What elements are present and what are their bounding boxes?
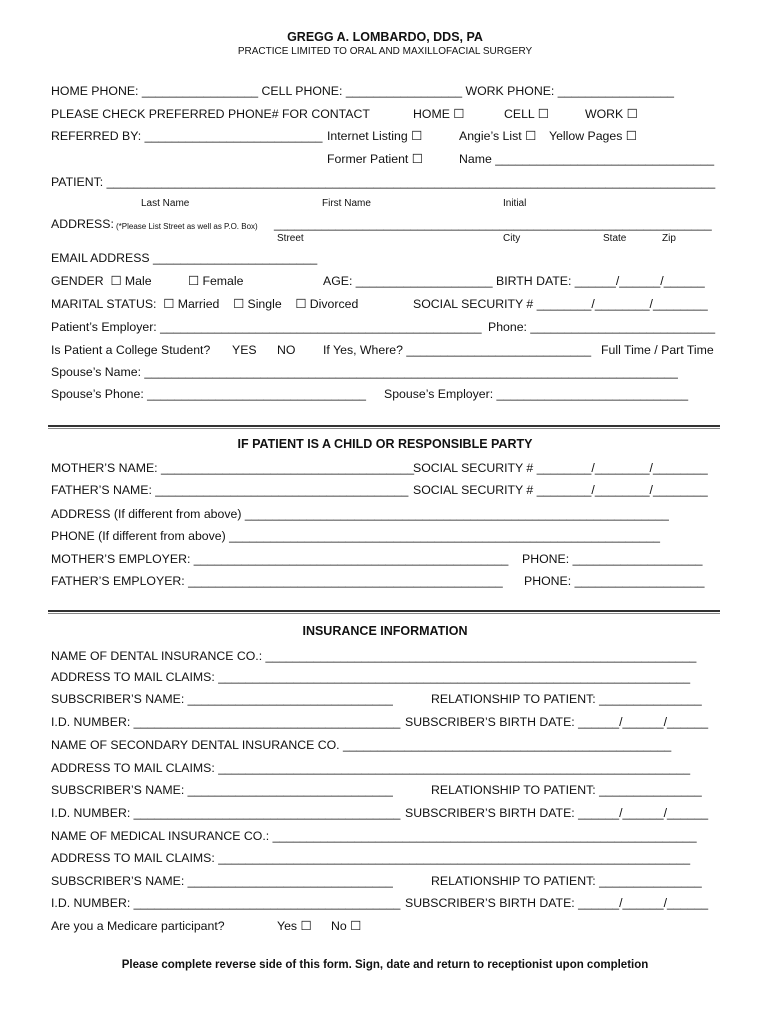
medicare-yes-checkbox[interactable]: Yes ☐ <box>277 919 312 933</box>
marital-status-checkboxes[interactable]: MARITAL STATUS: ☐ Married ☐ Single ☐ Divorced <box>51 297 359 311</box>
patient-ssn-field[interactable]: SOCIAL SECURITY # ________/________/________ <box>413 297 708 311</box>
internet-listing-checkbox[interactable]: Internet Listing ☐ <box>327 129 423 143</box>
gender-female-checkbox[interactable]: ☐ Female <box>188 274 244 288</box>
address-note: (*Please List Street as well as P.O. Box) <box>116 222 258 231</box>
father-ssn-field[interactable]: SOCIAL SECURITY # ________/________/________ <box>413 483 708 497</box>
father-name-field[interactable]: FATHER’S NAME: _____________________________________ <box>51 483 409 497</box>
spouse-name-field[interactable]: Spouse’s Name: ______________________________________________________________________________ <box>51 365 678 379</box>
medical-claims-address-field[interactable]: ADDRESS TO MAIL CLAIMS: _____________________________________________________________________ <box>51 851 691 865</box>
secondary-relationship-field[interactable]: RELATIONSHIP TO PATIENT: _______________ <box>431 783 702 797</box>
medicare-no-checkbox[interactable]: No ☐ <box>331 919 362 933</box>
secondary-insurance-field[interactable]: NAME OF SECONDARY DENTAL INSURANCE CO. ________________________________________________ <box>51 738 672 752</box>
patient-name-field[interactable]: PATIENT: _________________________________________________________________________________________ <box>51 175 716 189</box>
last-name-caption: Last Name <box>141 198 190 209</box>
medical-insurance-field[interactable]: NAME OF MEDICAL INSURANCE CO.: ______________________________________________________________ <box>51 829 697 843</box>
medical-subscriber-field[interactable]: SUBSCRIBER’S NAME: ______________________________ <box>51 874 393 888</box>
medical-relationship-field[interactable]: RELATIONSHIP TO PATIENT: _______________ <box>431 874 702 888</box>
secondary-subscriber-dob-field[interactable]: SUBSCRIBER’S BIRTH DATE: ______/______/______ <box>405 806 709 820</box>
gender-male-checkbox[interactable]: GENDER ☐ Male <box>51 274 152 288</box>
email-field[interactable]: EMAIL ADDRESS ________________________ <box>51 251 318 265</box>
college-no-option[interactable]: NO <box>277 343 296 357</box>
age-birthdate-fields[interactable]: AGE: ____________________ BIRTH DATE: ______/______/______ <box>323 274 705 288</box>
medical-id-field[interactable]: I.D. NUMBER: _______________________________________ <box>51 896 401 910</box>
preferred-phone-label: PLEASE CHECK PREFERRED PHONE# FOR CONTACT <box>51 107 370 121</box>
address-field[interactable]: ________________________________________________________________ <box>274 217 712 231</box>
angies-list-checkbox[interactable]: Angie’s List ☐ <box>459 129 537 143</box>
section-divider-inner <box>48 613 720 614</box>
college-where-field[interactable]: If Yes, Where? ___________________________ <box>323 343 592 357</box>
completion-instructions: Please complete reverse side of this form. Sign, date and return to receptionist upon completion <box>121 959 649 971</box>
secondary-subscriber-field[interactable]: SUBSCRIBER’S NAME: ______________________________ <box>51 783 393 797</box>
responsible-address-field[interactable]: ADDRESS (If different from above) ______________________________________________________________ <box>51 507 669 521</box>
practice-subtitle: PRACTICE LIMITED TO ORAL AND MAXILLOFACIAL SURGERY <box>237 46 533 57</box>
mother-employer-phone-field[interactable]: PHONE: ___________________ <box>522 552 703 566</box>
cell-checkbox[interactable]: CELL ☐ <box>504 107 549 121</box>
full-part-time-option[interactable]: Full Time / Part Time <box>601 343 714 357</box>
mother-employer-field[interactable]: MOTHER’S EMPLOYER: ______________________________________________ <box>51 552 509 566</box>
section-divider <box>48 610 720 612</box>
father-employer-field[interactable]: FATHER’S EMPLOYER: ______________________________________________ <box>51 574 503 588</box>
former-patient-checkbox[interactable]: Former Patient ☐ <box>327 152 423 166</box>
father-employer-phone-field[interactable]: PHONE: ___________________ <box>524 574 705 588</box>
patient-employer-field[interactable]: Patient’s Employer: _______________________________________________ <box>51 320 482 334</box>
dental-id-field[interactable]: I.D. NUMBER: _______________________________________ <box>51 715 401 729</box>
college-yes-option[interactable]: YES <box>232 343 257 357</box>
section-divider-inner <box>48 428 720 429</box>
mother-ssn-field[interactable]: SOCIAL SECURITY # ________/________/________ <box>413 461 708 475</box>
dental-claims-address-field[interactable]: ADDRESS TO MAIL CLAIMS: _____________________________________________________________________ <box>51 670 691 684</box>
employer-phone-field[interactable]: Phone: ___________________________ <box>488 320 716 334</box>
responsible-phone-field[interactable]: PHONE (If different from above) _______________________________________________________________ <box>51 529 660 543</box>
medical-subscriber-dob-field[interactable]: SUBSCRIBER’S BIRTH DATE: ______/______/______ <box>405 896 709 910</box>
spouse-phone-field[interactable]: Spouse’s Phone: ________________________________ <box>51 387 367 401</box>
state-caption: State <box>603 233 627 244</box>
first-name-caption: First Name <box>322 198 371 209</box>
section-divider <box>48 425 720 427</box>
address-label: ADDRESS: <box>51 217 114 231</box>
referred-by-field[interactable]: REFERRED BY: __________________________ <box>51 129 323 143</box>
phone-fields-line[interactable]: HOME PHONE: _________________ CELL PHONE: _________________ WORK PHONE: _________________ <box>51 84 675 98</box>
dental-subscriber-field[interactable]: SUBSCRIBER’S NAME: ______________________________ <box>51 692 393 706</box>
secondary-claims-address-field[interactable]: ADDRESS TO MAIL CLAIMS: _____________________________________________________________________ <box>51 761 691 775</box>
responsible-party-heading: IF PATIENT IS A CHILD OR RESPONSIBLE PARTY <box>237 437 533 451</box>
secondary-id-field[interactable]: I.D. NUMBER: _______________________________________ <box>51 806 401 820</box>
practice-title: GREGG A. LOMBARDO, DDS, PA <box>287 30 483 44</box>
yellow-pages-checkbox[interactable]: Yellow Pages ☐ <box>549 129 637 143</box>
work-checkbox[interactable]: WORK ☐ <box>585 107 638 121</box>
dental-insurance-field[interactable]: NAME OF DENTAL INSURANCE CO.: _______________________________________________________________ <box>51 649 697 663</box>
insurance-heading: INSURANCE INFORMATION <box>302 624 468 638</box>
city-caption: City <box>503 233 521 244</box>
college-student-question: Is Patient a College Student? <box>51 343 211 357</box>
street-caption: Street <box>277 233 304 244</box>
mother-name-field[interactable]: MOTHER’S NAME: _____________________________________ <box>51 461 415 475</box>
initial-caption: Initial <box>503 198 527 209</box>
spouse-employer-field[interactable]: Spouse’s Employer: ____________________________ <box>384 387 689 401</box>
medicare-question: Are you a Medicare participant? <box>51 919 225 933</box>
referral-name-field[interactable]: Name ________________________________ <box>459 152 715 166</box>
dental-relationship-field[interactable]: RELATIONSHIP TO PATIENT: _______________ <box>431 692 702 706</box>
zip-caption: Zip <box>662 233 676 244</box>
dental-subscriber-dob-field[interactable]: SUBSCRIBER’S BIRTH DATE: ______/______/______ <box>405 715 709 729</box>
home-checkbox[interactable]: HOME ☐ <box>413 107 465 121</box>
